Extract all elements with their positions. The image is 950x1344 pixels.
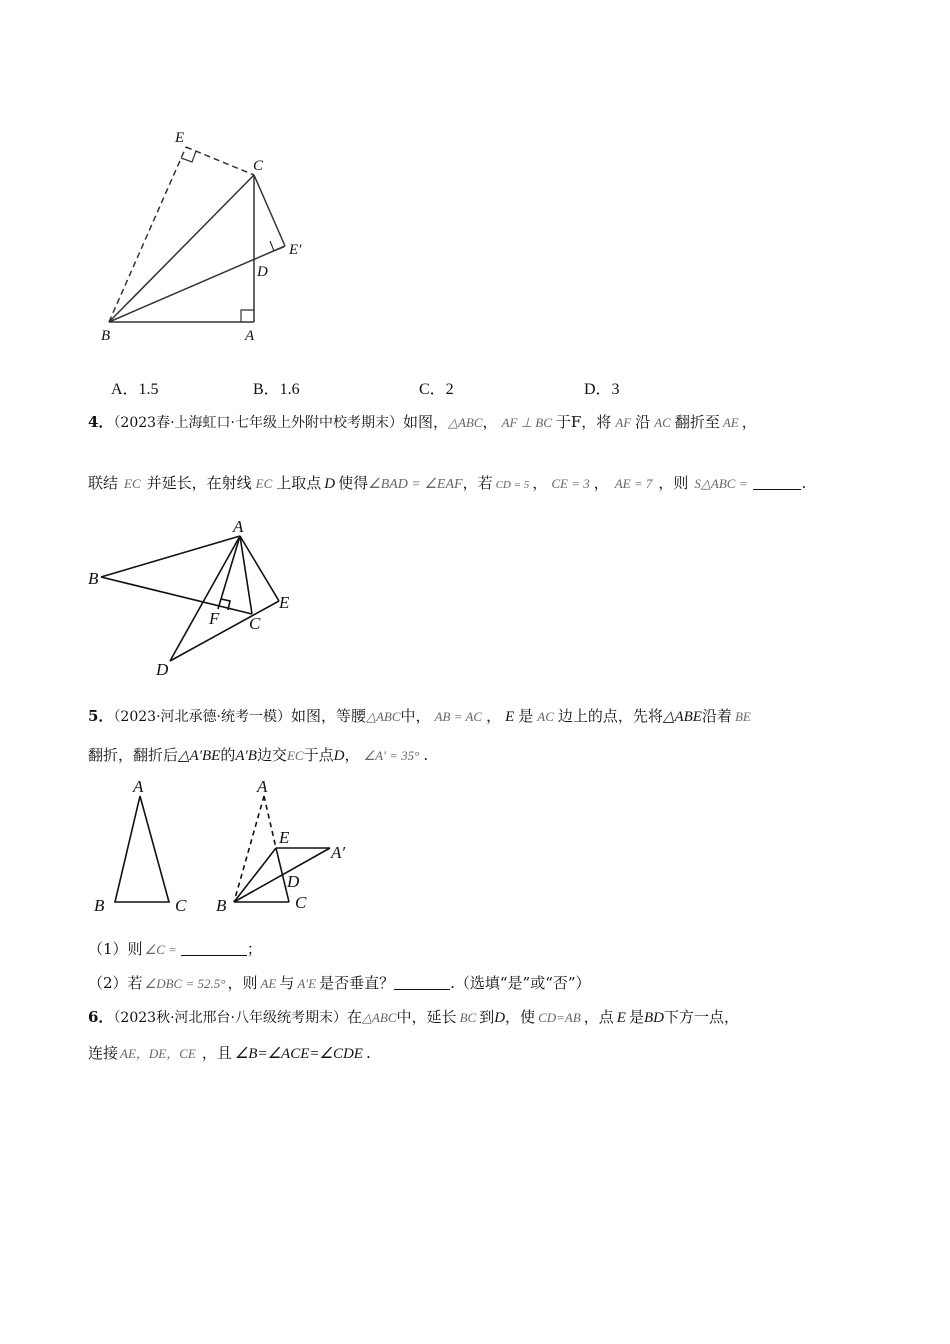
q4-label-a: A xyxy=(233,517,244,536)
q5-text: . xyxy=(423,746,429,764)
q4-text: 于F，将 xyxy=(555,413,612,431)
q4-text: ， xyxy=(482,413,498,431)
q6-text: 到 xyxy=(479,1008,495,1026)
q6-line-1 xyxy=(88,1006,739,1029)
q6-text: . xyxy=(365,1044,371,1062)
q5-math-e: E xyxy=(505,709,515,725)
q4-text: 如图， xyxy=(402,413,448,431)
q5-fig2-label-c: C xyxy=(295,893,307,912)
q4-math-angles: ∠BAD = ∠EAF xyxy=(368,477,463,492)
q6-math-bd: BD xyxy=(643,1010,664,1026)
q4-label-d: D xyxy=(156,660,169,679)
q5-fig2-label-a: A xyxy=(257,777,268,796)
q3-label-d: D xyxy=(257,264,268,280)
q4-math-d: D xyxy=(324,476,336,492)
q5-text: 如图，等腰 xyxy=(290,707,366,725)
q6-math-e: E xyxy=(616,1010,626,1026)
q4-math-abc: △ABC xyxy=(447,415,483,430)
q5-part-2-math: ∠DBC = 52.5° xyxy=(144,976,226,991)
q5-text: 于点 xyxy=(303,746,334,764)
q4-source: （2023春·上海虹口·七年级上外附中校考期末） xyxy=(113,415,403,431)
q5-text: 边上的点，先将 xyxy=(557,707,663,725)
q5-part-1 xyxy=(88,938,262,961)
q4-text: . xyxy=(801,474,807,492)
q6-text: 连接 xyxy=(88,1044,119,1062)
q3-label-b: B xyxy=(101,328,111,344)
q5-text: ， xyxy=(486,707,502,725)
q5-text: ； xyxy=(246,940,262,958)
q5-text: 的 xyxy=(220,746,236,764)
q4-math-af-bc: AF ⊥ BC xyxy=(501,415,552,430)
q4-math-ae7: AE = 7 xyxy=(614,476,653,491)
q4-text: 翻折至 xyxy=(674,413,720,431)
q4-text: ， xyxy=(593,474,609,492)
q5-text: 是否垂直？ xyxy=(319,974,395,992)
q5-text: ，则 xyxy=(227,974,258,992)
q5-text: 是 xyxy=(518,707,534,725)
q4-math-area: S△ABC = xyxy=(694,476,748,491)
q6-text: ，点 xyxy=(583,1008,614,1026)
q5-part-1-label: （1）则 xyxy=(88,940,143,958)
q5-fig1-label-c: C xyxy=(175,896,187,915)
q5-math-angle: ∠A′ = 35° xyxy=(363,748,420,763)
q3-label-e-prime: E′ xyxy=(289,242,302,258)
q4-number: 4． xyxy=(88,413,114,431)
q4-label-b: B xyxy=(88,569,99,588)
q4-text: 沿 xyxy=(635,413,651,431)
q4-label-f: F xyxy=(209,609,220,628)
q3-figure xyxy=(90,115,420,355)
q5-line-2 xyxy=(88,744,428,767)
q5-part-2-a2e: A′E xyxy=(297,976,317,991)
q5-text: 翻折，翻折后 xyxy=(88,746,179,764)
q5-number: 5． xyxy=(88,707,114,725)
q4-label-e: E xyxy=(279,593,290,612)
q6-number: 6． xyxy=(88,1008,114,1026)
q5-part-1-blank[interactable] xyxy=(181,941,247,956)
q6-source: （2023秋·河北邢台·八年级统考期末） xyxy=(113,1010,347,1026)
q5-math-a2be: △A′BE xyxy=(178,748,221,764)
q5-figure-2 xyxy=(210,775,360,920)
q4-math-ec-2: EC xyxy=(255,476,273,491)
q4-text: 使得 xyxy=(338,474,369,492)
q5-text: 中， xyxy=(400,707,431,725)
q3-label-e: E xyxy=(175,130,185,146)
q6-text: 在 xyxy=(346,1008,362,1026)
q4-text: 并延长，在射线 xyxy=(146,474,252,492)
q4-text: ，若 xyxy=(462,474,493,492)
q5-part-2 xyxy=(88,972,591,995)
q4-line-2 xyxy=(88,472,806,496)
q5-text: ， xyxy=(344,746,360,764)
q5-part-2-label: （2）若 xyxy=(88,974,143,992)
q6-text: ，使 xyxy=(505,1008,536,1026)
q5-text: 与 xyxy=(279,974,295,992)
q4-figure xyxy=(85,515,315,685)
q5-source: （2023·河北承德·统考一模） xyxy=(113,709,291,725)
q6-text: 是 xyxy=(628,1008,644,1026)
q5-part-2-ae: AE xyxy=(260,976,277,991)
q5-text: 沿着 xyxy=(701,707,732,725)
q5-figure-1 xyxy=(90,775,200,920)
q4-line-1 xyxy=(88,411,757,434)
q5-math-ec: EC xyxy=(286,748,304,763)
q5-part-1-math: ∠C = xyxy=(144,942,177,957)
q4-text: 联结 xyxy=(88,474,119,492)
q5-math-abe: △ABE xyxy=(662,709,702,725)
q5-fig1-label-a: A xyxy=(133,777,144,796)
q6-text: 下方一点， xyxy=(663,1008,739,1026)
q6-math-cd-ab: CD=AB xyxy=(538,1010,581,1025)
q5-math-be: BE xyxy=(734,709,751,724)
q5-fig2-label-d: D xyxy=(287,872,300,891)
q6-math-d: D xyxy=(494,1010,506,1026)
q6-line-2 xyxy=(88,1042,371,1065)
q4-math-af: AF xyxy=(615,415,632,430)
q5-math-abc: △ABC xyxy=(365,709,401,724)
q5-math-ac: AC xyxy=(537,709,554,724)
q4-text: ，则 xyxy=(658,474,689,492)
q3-option-a[interactable]: A．1.5 xyxy=(111,381,159,398)
q4-math-ae: AE xyxy=(722,415,739,430)
q4-math-ce: CE = 3 xyxy=(551,476,590,491)
q5-math-ab-ac: AB = AC xyxy=(434,709,483,724)
q4-text: ， xyxy=(741,413,757,431)
q5-fig2-label-e: E xyxy=(279,828,290,847)
q4-math-ec: EC xyxy=(124,476,141,491)
q4-answer-blank[interactable] xyxy=(753,475,801,490)
q6-text: 中，延长 xyxy=(396,1008,457,1026)
q4-text: 上取点 xyxy=(276,474,322,492)
q6-math-bc: BC xyxy=(459,1010,477,1025)
q3-option-d[interactable]: D．3 xyxy=(584,381,620,398)
q5-text: 边交 xyxy=(256,746,287,764)
q5-fig2-label-b: B xyxy=(216,896,227,915)
q4-label-c: C xyxy=(249,614,261,633)
q3-option-b[interactable]: B．1.6 xyxy=(253,381,300,398)
q3-label-a: A xyxy=(245,328,255,344)
q5-part-2-blank[interactable] xyxy=(394,975,450,990)
q5-math-a2b: A′B xyxy=(235,748,257,764)
q4-math-cd: CD = 5 xyxy=(495,479,530,491)
q5-text: .（选填“是”或“否”） xyxy=(450,974,591,992)
q5-fig1-label-b: B xyxy=(94,896,105,915)
q4-text: ， xyxy=(532,474,548,492)
q5-line-1 xyxy=(88,705,751,728)
q6-math-list: AE，DE，CE xyxy=(120,1046,196,1061)
q5-fig2-label-a-prime: A′ xyxy=(331,843,346,862)
q6-text: ，且 xyxy=(201,1044,232,1062)
q6-math-abc: △ABC xyxy=(361,1010,397,1025)
q4-math-ac: AC xyxy=(654,415,671,430)
q6-math-angles: ∠B=∠ACE=∠CDE xyxy=(234,1046,363,1062)
q3-label-c: C xyxy=(253,158,264,174)
q3-option-c[interactable]: C．2 xyxy=(419,381,454,398)
q5-math-d: D xyxy=(333,748,345,764)
